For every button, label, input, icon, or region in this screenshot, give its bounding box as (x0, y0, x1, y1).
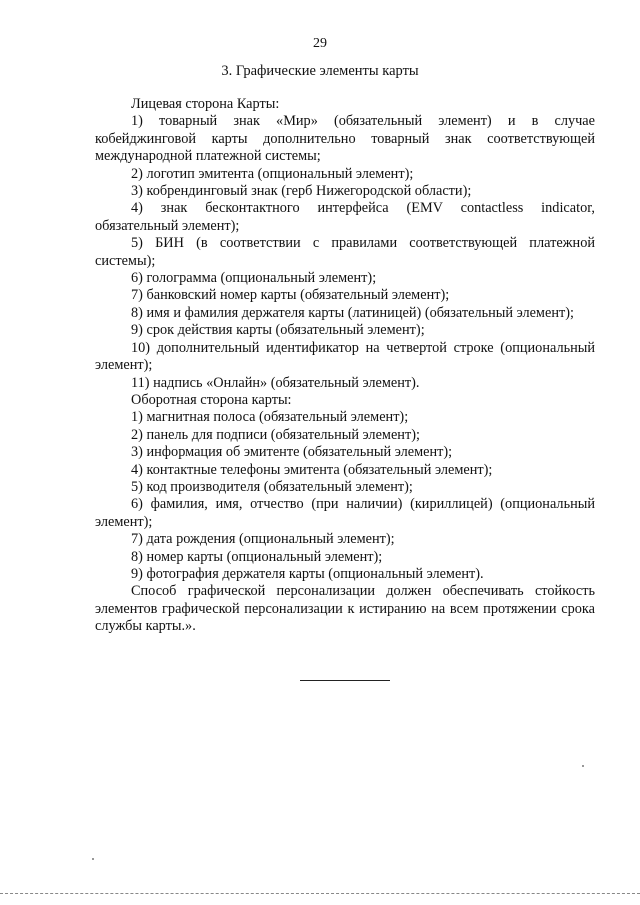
back-side-heading: Оборотная сторона карты: (131, 391, 292, 408)
front-list-item: 5) БИН (в соответствии с правилами соответствующей платежной системы); (95, 235, 595, 269)
front-list-item: 2) логотип эмитента (опциональный элемент); (131, 165, 414, 182)
document-body (95, 96, 595, 636)
scan-bottom-edge (0, 893, 640, 894)
front-list-item: 3) кобрендинговый знак (герб Нижегородской области); (131, 183, 472, 200)
page-number: 29 (313, 36, 327, 51)
front-list-item: 4) знак бесконтактного интерфейса (EMV contactless indicator, обязательный элемент); (95, 200, 595, 234)
front-list-item: 11) надпись «Онлайн» (обязательный элемент). (131, 374, 420, 391)
front-side-heading: Лицевая сторона Карты: (131, 96, 280, 112)
front-list-item: 7) банковский номер карты (обязательный элемент); (131, 287, 450, 304)
back-list-item: 8) номер карты (опциональный элемент); (131, 548, 383, 565)
back-list-item: 6) фамилия, имя, отчество (при наличии) (кириллицей) (опциональный элемент); (95, 496, 595, 530)
front-list-item: 1) товарный знак «Мир» (обязательный элемент) и в случае кобейджинговой карты дополнительно товарный знак соответствующей международной платежной системы; (95, 113, 595, 165)
back-list-item: 5) код производителя (обязательный элемент); (131, 478, 413, 495)
scan-speck (582, 765, 584, 767)
section-title: 3. Графические элементы карты (221, 63, 419, 79)
front-list-item: 9) срок действия карты (обязательный элемент); (131, 322, 425, 339)
closing-paragraph: Способ графической персонализации должен обеспечивать стойкость элементов графической персонализации к истиранию на всем протяжении срока службы карты.». (95, 583, 595, 635)
scan-speck (92, 858, 94, 860)
front-list-item: 6) голограмма (опциональный элемент); (131, 270, 377, 287)
back-list-item: 7) дата рождения (опциональный элемент); (131, 531, 395, 548)
back-list-item: 3) информация об эмитенте (обязательный элемент); (131, 444, 453, 461)
back-list-item: 4) контактные телефоны эмитента (обязательный элемент); (131, 461, 493, 478)
back-list-item: 1) магнитная полоса (обязательный элемент); (131, 409, 409, 426)
front-list-item: 10) дополнительный идентификатор на четвертой строке (опциональный элемент); (95, 339, 595, 374)
back-list-item: 2) панель для подписи (обязательный элемент); (131, 426, 420, 443)
front-list-item: 8) имя и фамилия держателя карты (латиницей) (обязательный элемент); (131, 304, 574, 321)
end-divider-line (300, 680, 390, 681)
back-list-item: 9) фотография держателя карты (опциональный элемент). (131, 565, 484, 582)
